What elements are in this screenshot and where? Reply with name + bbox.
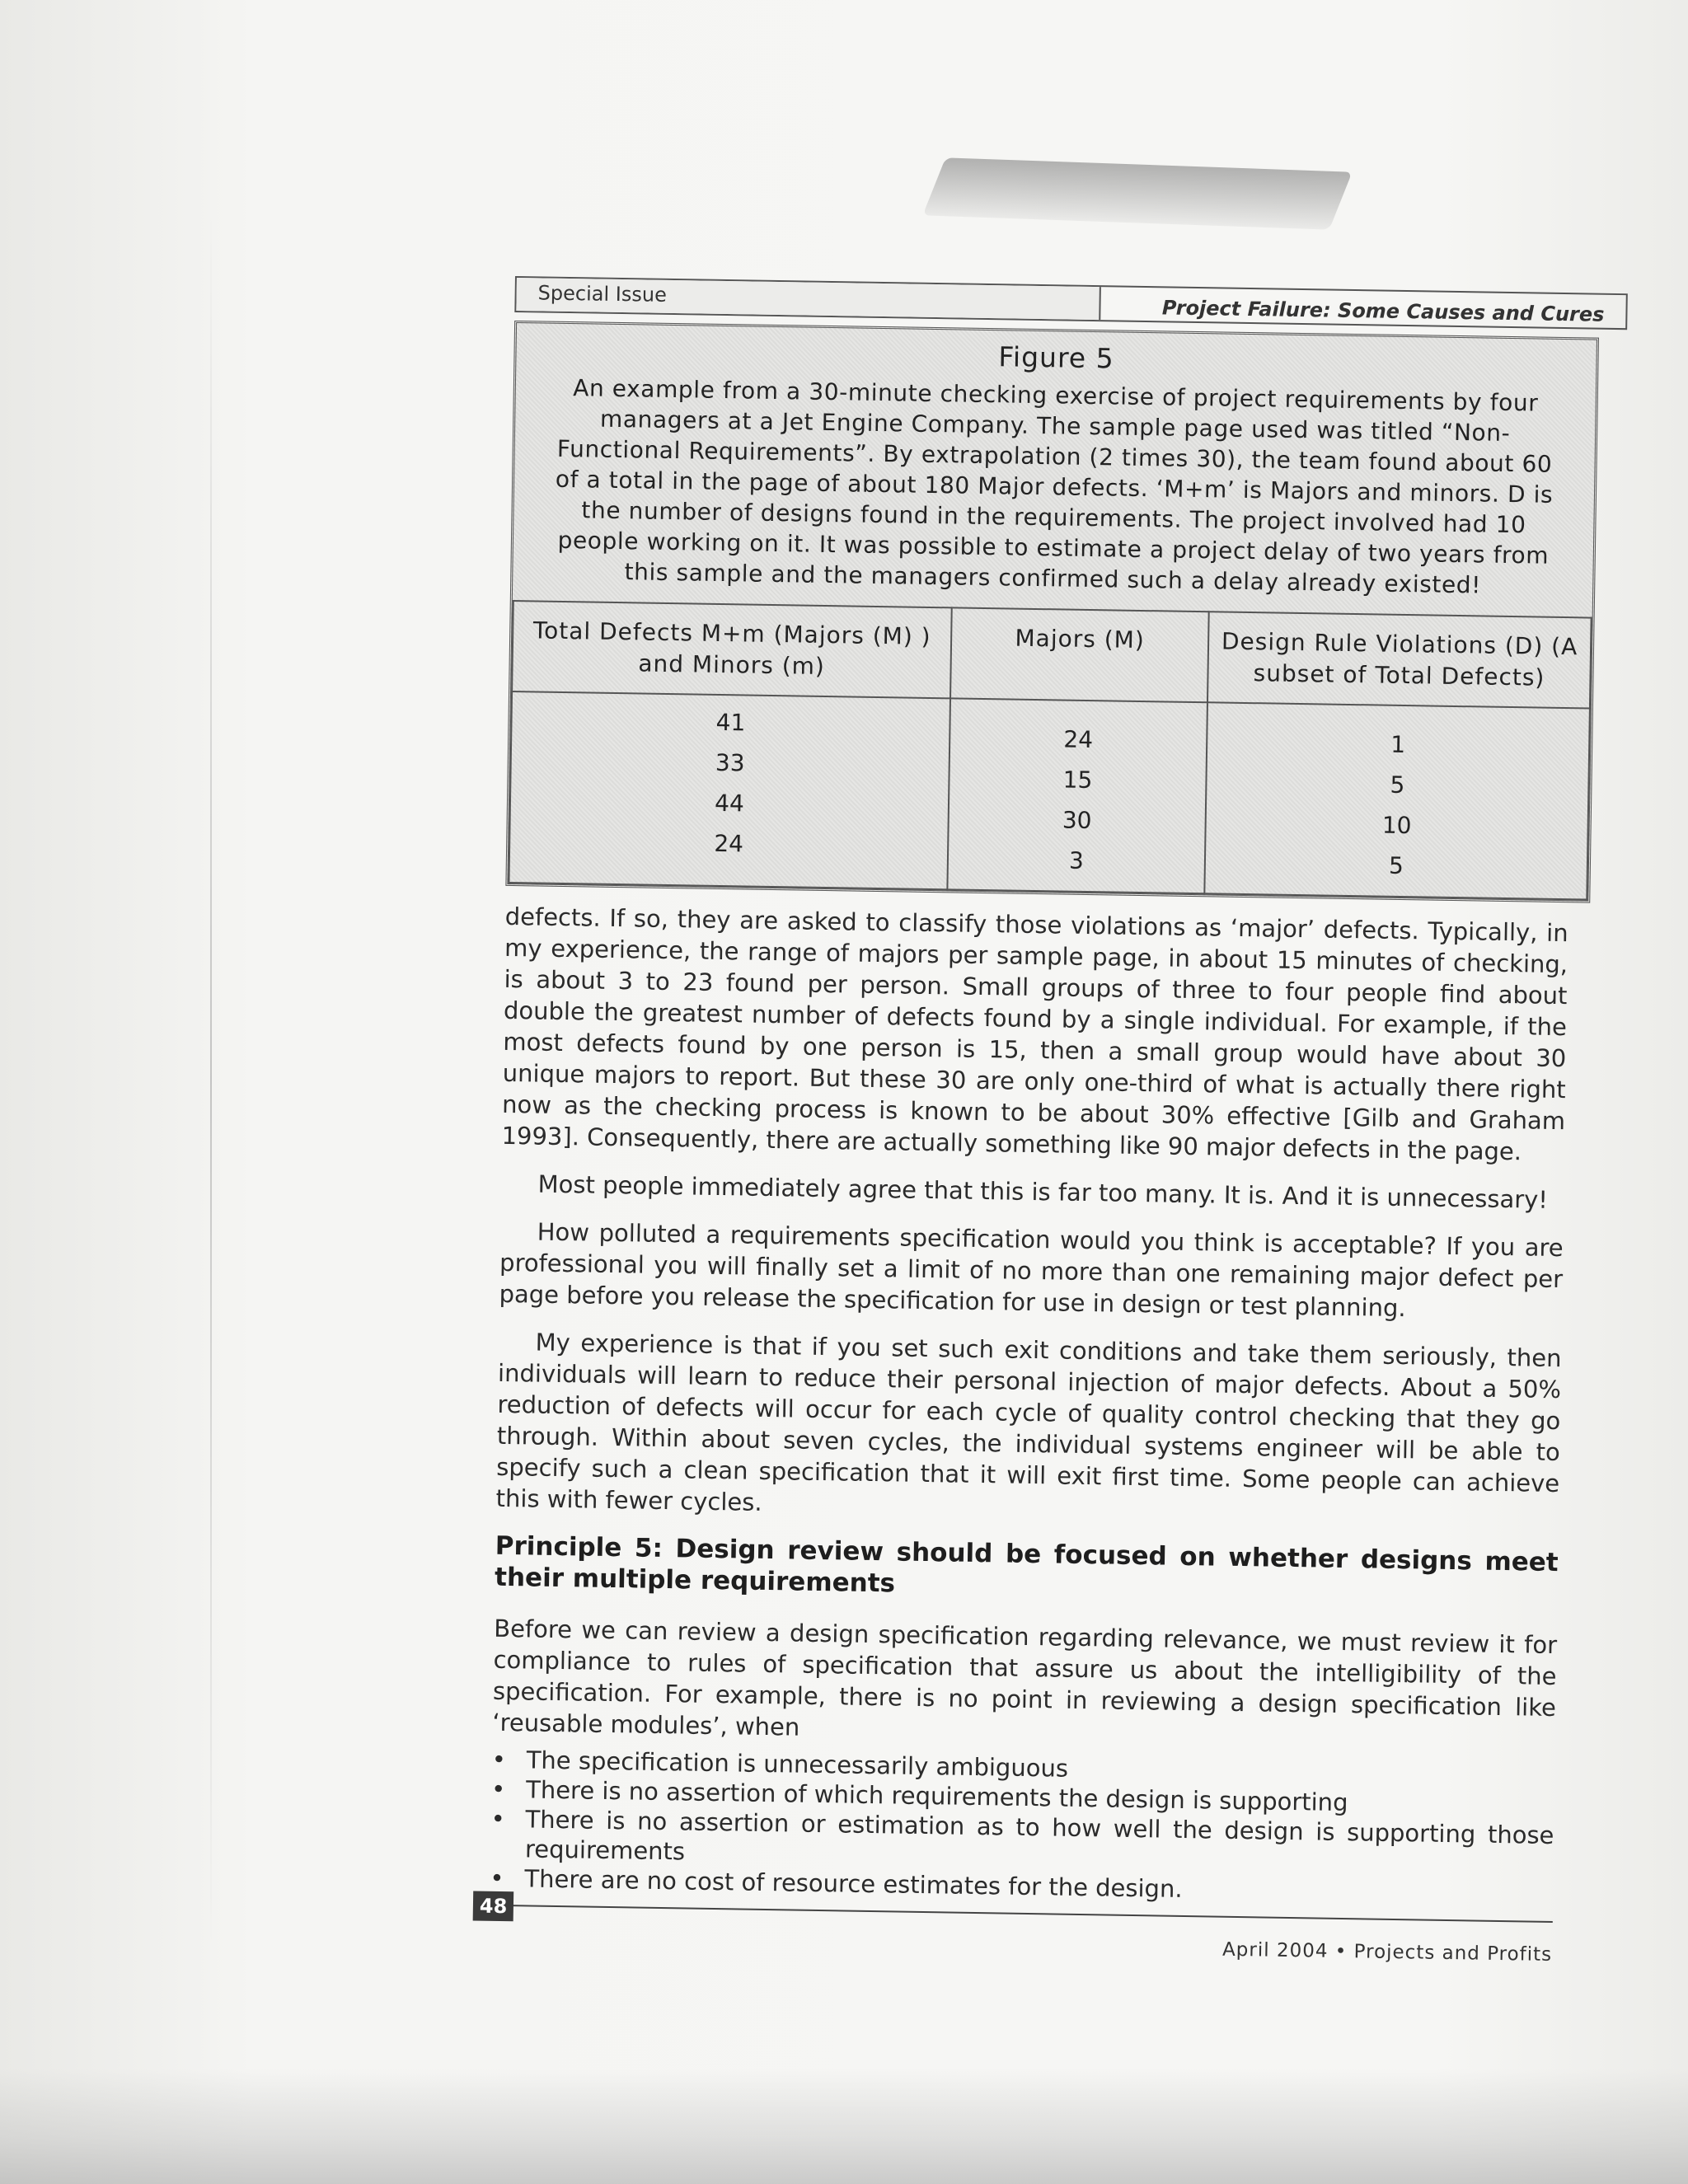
- table-data-row: [509, 691, 1589, 900]
- figure-title: Figure 5: [998, 340, 1114, 375]
- paragraph: My experience is that if you set such exit conditions and take them seriously, then individuals will learn to reduce their personal injection of major defects. About a 50% reduction of defects will occur for each cycle of quality control checking that they go through. Within about seven cycles, the individual systems engineer will be able to specify such a clean specification that it will exit first time. Some people can achieve this with fewer cycles.: [495, 1328, 1562, 1516]
- violations-column: [1204, 702, 1590, 899]
- defects-table: [508, 600, 1592, 901]
- list-item: • There is no assertion of which requirements the design is supporting: [526, 1774, 1554, 1821]
- table-cell: 5: [1388, 851, 1404, 880]
- table-header-row: [512, 601, 1592, 709]
- bottom-scan-shadow: [0, 2069, 1688, 2184]
- total-defects-column: [509, 691, 950, 889]
- article-title: Project Failure: Some Causes and Cures: [1161, 296, 1605, 326]
- section-heading: Principle 5: Design review should be focused on whether designs meet their multiple requirements: [494, 1530, 1559, 1599]
- paragraph: defects. If so, they are asked to classify those violations as ‘major’ defects. Typically, in my experience, the range of majors per sample page, in about 15 minutes of checking, is about 3 to 23 found per person. Small groups of three to four people find about double the greatest number of defects found by a single individual. For example, if the most defects found by one person is 15, then a small group would have about 30 unique majors to report. But these 30 are only one-third of what is actually there right now as the checking process is known to be about 30% effective [Gilb and Graham 1993]. Consequently, there are actually something like 90 major defects in the page.: [501, 902, 1568, 1166]
- majors-column: [947, 698, 1207, 893]
- table-cell: 5: [1390, 771, 1405, 799]
- issue-line: April 2004 • Projects and Profits: [1221, 1938, 1553, 1966]
- table-cell: 15: [1062, 766, 1093, 794]
- list-item: • The specification is unnecessarily ambiguous: [526, 1745, 1554, 1791]
- table-cell: 3: [1068, 846, 1085, 874]
- bullet-list: [490, 1745, 1555, 1910]
- header-design-rule-violations: Design Rule Violations (D) (A subset of Total Defects): [1207, 612, 1592, 708]
- table-cell: 24: [714, 829, 744, 858]
- list-item: • There are no cost of resource estimates for the design.: [524, 1863, 1553, 1910]
- article-body: [490, 901, 1568, 1910]
- table-cell: 1: [1390, 730, 1406, 759]
- table-cell: 30: [1062, 806, 1092, 835]
- table-cell: 41: [715, 708, 746, 737]
- paragraph: How polluted a requirements specification would you think is acceptable? If you are professional you will finally set a limit of no more than one remaining major defect per page before you release the specification for use in design or test planning.: [499, 1217, 1564, 1323]
- header-majors: Majors (M): [950, 607, 1209, 702]
- page-edge-shadow: [210, 214, 212, 1945]
- figure-box: [505, 321, 1599, 903]
- page-number: 48: [473, 1891, 514, 1921]
- table-cell: 10: [1381, 811, 1412, 840]
- figure-caption: An example from a 30-minute checking exercise of project requirements by four managers at a Jet Engine Company. The sample page used was titled “Non-Functional Requirements”. By extrapolation (2 times 30), the team found about 60 of a total in the page of about 180 Major defects. ‘M+m’ is Majors and minors. D is the number of designs found in the requirements. The project involved had 10 people working on it. It was possible to estimate a project delay of two years from this sample and the managers confirmed such a delay already existed!: [555, 374, 1554, 599]
- paragraph: Before we can review a design specification regarding relevance, we must review it for compliance to rules of specification that assure us about the intelligibility of the specification. For example, there is no point in reviewing a design specification like ‘reusable modules’, when: [492, 1614, 1558, 1741]
- header-total-defects: Total Defects M+m (Majors (M) ) and Minors (m): [512, 601, 952, 698]
- section-label: Special Issue: [516, 278, 1101, 320]
- list-item: • There is no assertion or estimation as to how well the design is supporting those requirements: [525, 1804, 1554, 1880]
- article-page: [479, 276, 1644, 1973]
- paragraph: Most people immediately agree that this is far too many. It is. And it is unnecessary!: [537, 1169, 1549, 1214]
- table-cell: 24: [1063, 725, 1094, 754]
- table-cell: 33: [715, 748, 745, 777]
- table-cell: 44: [714, 789, 745, 818]
